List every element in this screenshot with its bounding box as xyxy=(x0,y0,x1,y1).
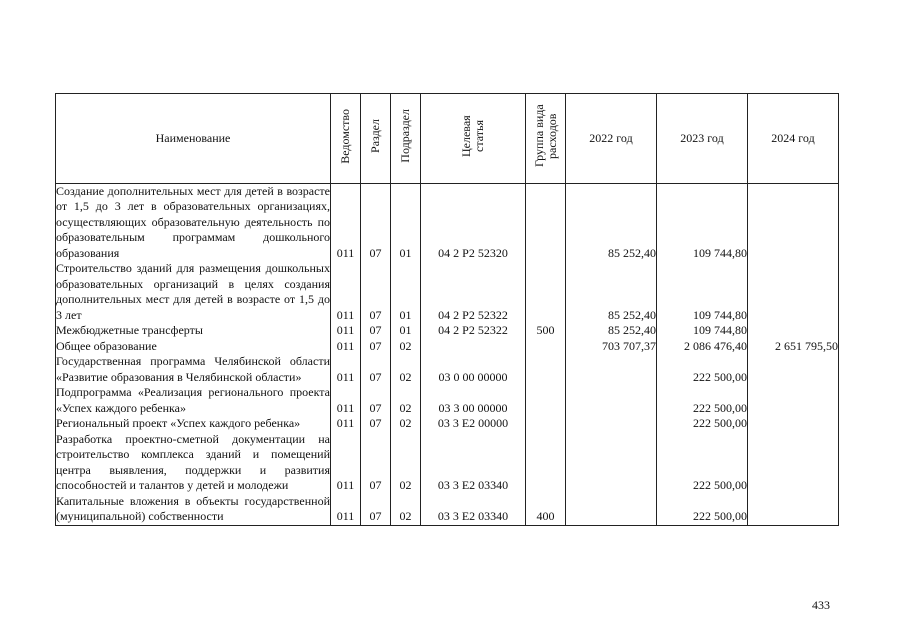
cell-y2022 xyxy=(566,354,657,385)
cell-section: 07 xyxy=(361,385,391,416)
cell-target: 03 3 Е2 03340 xyxy=(421,432,526,494)
table-body xyxy=(56,183,839,525)
cell-target: 04 2 Р2 52322 xyxy=(421,261,526,323)
cell-subsection: 02 xyxy=(391,494,421,526)
cell-dept: 011 xyxy=(331,416,361,432)
cell-section: 07 xyxy=(361,416,391,432)
cell-subsection: 01 xyxy=(391,261,421,323)
cell-subsection: 02 xyxy=(391,339,421,355)
cell-subsection: 02 xyxy=(391,416,421,432)
table-row xyxy=(56,416,839,432)
cell-target: 04 2 Р2 52322 xyxy=(421,323,526,339)
header-section-label: Раздел xyxy=(368,119,382,153)
cell-y2022 xyxy=(566,494,657,526)
header-name: Наименование xyxy=(56,94,331,184)
cell-y2022: 703 707,37 xyxy=(566,339,657,355)
cell-name: Общее образование xyxy=(56,339,331,355)
cell-dept: 011 xyxy=(331,183,361,261)
cell-exp-group xyxy=(526,432,566,494)
cell-name: Региональный проект «Успех каждого ребенка» xyxy=(56,416,331,432)
cell-section: 07 xyxy=(361,354,391,385)
cell-y2023: 222 500,00 xyxy=(657,494,748,526)
cell-y2022 xyxy=(566,385,657,416)
cell-exp-group xyxy=(526,354,566,385)
cell-y2024 xyxy=(748,183,839,261)
cell-y2022: 85 252,40 xyxy=(566,183,657,261)
cell-dept: 011 xyxy=(331,354,361,385)
cell-y2024 xyxy=(748,494,839,526)
header-exp-group xyxy=(526,94,566,184)
table-row xyxy=(56,432,839,494)
cell-target xyxy=(421,339,526,355)
cell-y2022: 85 252,40 xyxy=(566,323,657,339)
header-y2024: 2024 год xyxy=(748,94,839,184)
cell-y2024: 2 651 795,50 xyxy=(748,339,839,355)
cell-name: Государственная программа Челябинской области «Развитие образования в Челябинской области» xyxy=(56,354,330,384)
cell-name: Подпрограмма «Реализация регионального проекта «Успех каждого ребенка» xyxy=(56,385,330,415)
cell-section: 07 xyxy=(361,339,391,355)
table-row xyxy=(56,494,839,526)
header-dept-label: Ведомство xyxy=(338,108,352,164)
cell-subsection: 02 xyxy=(391,354,421,385)
cell-dept: 011 xyxy=(331,494,361,526)
cell-y2024 xyxy=(748,416,839,432)
cell-dept: 011 xyxy=(331,432,361,494)
header-subsection xyxy=(391,94,421,184)
cell-subsection: 01 xyxy=(391,183,421,261)
cell-exp-group: 400 xyxy=(526,494,566,526)
cell-target: 03 3 Е2 00000 xyxy=(421,416,526,432)
table-row xyxy=(56,323,839,339)
cell-y2023: 222 500,00 xyxy=(657,432,748,494)
page-number: 433 xyxy=(812,598,830,612)
header-y2022: 2022 год xyxy=(566,94,657,184)
cell-exp-group xyxy=(526,339,566,355)
cell-y2024 xyxy=(748,354,839,385)
cell-dept: 011 xyxy=(331,261,361,323)
header-dept xyxy=(331,94,361,184)
cell-name: Капитальные вложения в объекты государственной (муниципальной) собственности xyxy=(56,493,330,523)
cell-dept: 011 xyxy=(331,323,361,339)
cell-y2024 xyxy=(748,432,839,494)
cell-y2024 xyxy=(748,323,839,339)
cell-y2024 xyxy=(748,261,839,323)
cell-y2022: 85 252,40 xyxy=(566,261,657,323)
cell-target: 03 3 00 00000 xyxy=(421,385,526,416)
cell-subsection: 01 xyxy=(391,323,421,339)
header-y2023: 2023 год xyxy=(657,94,748,184)
table-row xyxy=(56,261,839,323)
cell-subsection: 02 xyxy=(391,432,421,494)
cell-exp-group: 500 xyxy=(526,323,566,339)
cell-y2022 xyxy=(566,432,657,494)
cell-name: Межбюджетные трансферты xyxy=(56,323,331,339)
header-target-label: Целевая статья xyxy=(459,115,486,157)
cell-exp-group xyxy=(526,261,566,323)
budget-table xyxy=(55,93,839,526)
cell-section: 07 xyxy=(361,183,391,261)
table-row xyxy=(56,354,839,385)
cell-y2023: 109 744,80 xyxy=(657,323,748,339)
cell-exp-group xyxy=(526,416,566,432)
cell-name: Создание дополнительных мест для детей в возрасте от 1,5 до 3 лет в образовательных организациях, осуществляющих образовательную деятельность по образовательным программам дошкольного образования xyxy=(56,183,330,260)
table-header-row xyxy=(56,94,839,184)
table-row xyxy=(56,183,839,261)
cell-y2023: 222 500,00 xyxy=(657,385,748,416)
header-subsection-label: Подраздел xyxy=(398,109,412,163)
cell-section: 07 xyxy=(361,432,391,494)
cell-target: 03 0 00 00000 xyxy=(421,354,526,385)
cell-section: 07 xyxy=(361,323,391,339)
cell-y2023: 222 500,00 xyxy=(657,416,748,432)
cell-name: Разработка проектно-сметной документации на строительство комплекса зданий и помещений центра выявления, поддержки и развития способностей и талантов у детей и молодежи xyxy=(56,431,330,492)
header-section xyxy=(361,94,391,184)
cell-y2023: 2 086 476,40 xyxy=(657,339,748,355)
cell-y2024 xyxy=(748,385,839,416)
cell-dept: 011 xyxy=(331,339,361,355)
cell-subsection: 02 xyxy=(391,385,421,416)
cell-exp-group xyxy=(526,385,566,416)
header-target xyxy=(421,94,526,184)
cell-exp-group xyxy=(526,183,566,261)
cell-y2023: 109 744,80 xyxy=(657,261,748,323)
table-row xyxy=(56,385,839,416)
cell-y2022 xyxy=(566,416,657,432)
cell-y2023: 222 500,00 xyxy=(657,354,748,385)
table-row xyxy=(56,339,839,355)
cell-dept: 011 xyxy=(331,385,361,416)
cell-name: Строительство зданий для размещения дошкольных образовательных организаций в целях создания дополнительных мест для детей в возрасте от 1,5 до 3 лет xyxy=(56,261,330,322)
cell-target: 03 3 Е2 03340 xyxy=(421,494,526,526)
header-exp-group-label: Группа вида расходов xyxy=(531,104,559,168)
cell-target: 04 2 Р2 52320 xyxy=(421,183,526,261)
cell-y2023: 109 744,80 xyxy=(657,183,748,261)
cell-section: 07 xyxy=(361,261,391,323)
cell-section: 07 xyxy=(361,494,391,526)
